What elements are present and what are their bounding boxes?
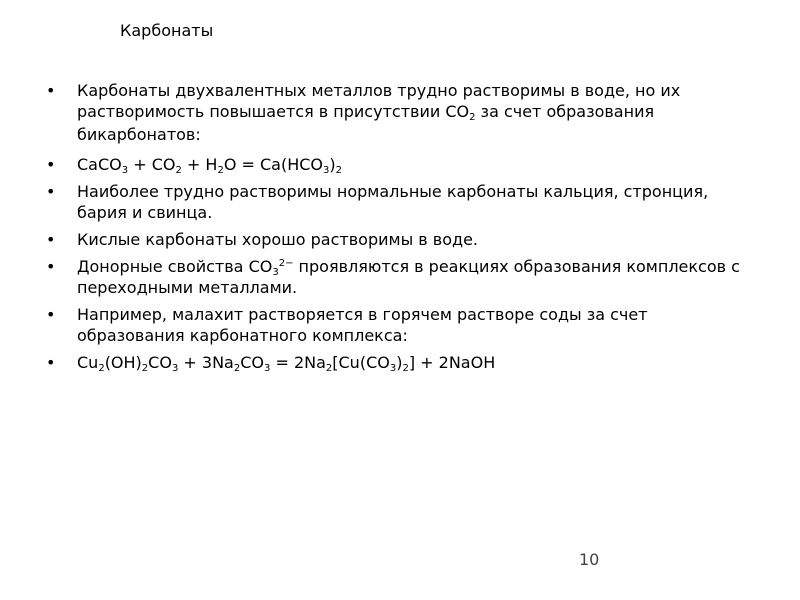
bullet-item bbox=[46, 304, 746, 346]
bullet-text: Донорные свойства CO bbox=[77, 257, 273, 276]
subscript: 2 bbox=[98, 363, 105, 374]
bullet-text: + CO bbox=[128, 155, 176, 174]
subscript: 2 bbox=[469, 112, 476, 123]
subscript: 2 bbox=[325, 363, 333, 374]
subscript: 3 bbox=[171, 363, 179, 374]
bullet-text: Например, малахит растворяется в горячем растворе соды за счет образования карбонатного комплекса: bbox=[77, 305, 648, 345]
subscript: 3 bbox=[263, 363, 271, 374]
bullet-text: ] + 2NaOH bbox=[408, 353, 496, 372]
bullet-item bbox=[46, 80, 746, 148]
bullet-line bbox=[77, 122, 746, 148]
bullet-text: Cu bbox=[77, 353, 99, 372]
bullet-text: = 2Na bbox=[270, 353, 326, 372]
bullet-text: CO bbox=[148, 353, 172, 372]
subscript: 2 bbox=[233, 363, 241, 374]
bullet-text: + 3Na bbox=[178, 353, 234, 372]
bullet-text: [Cu(CO bbox=[332, 353, 390, 372]
bullet-item bbox=[46, 229, 746, 250]
bullet-text: O = Ca(HCO bbox=[223, 155, 324, 174]
bullet-text: CaCO bbox=[77, 155, 122, 174]
bullet-text: Карбонаты двухвалентных металлов трудно растворимы в воде, но их растворимость повышается в присутствии CO bbox=[77, 81, 681, 121]
bullet-text: ) bbox=[396, 353, 403, 372]
bullet-text: + H bbox=[181, 155, 218, 174]
subscript: 2 bbox=[141, 363, 149, 374]
bullet-text: Кислые карбонаты хорошо растворимы в воде. bbox=[77, 230, 479, 249]
bullet-text: CO bbox=[240, 353, 264, 372]
page-number: 10 bbox=[579, 550, 600, 569]
bullet-item bbox=[46, 181, 746, 223]
bullet-item bbox=[46, 256, 746, 298]
bullet-list bbox=[46, 80, 746, 379]
bullet-text: Наиболее трудно растворимы нормальные карбонаты кальция, стронция, бария и свинца. bbox=[77, 182, 709, 222]
subscript: 2 bbox=[175, 165, 182, 176]
bullet-text: за счет образования bbox=[475, 102, 655, 121]
superscript: 2− bbox=[278, 258, 294, 269]
subscript: 2 bbox=[335, 165, 343, 176]
subscript: 2 bbox=[217, 165, 224, 176]
subscript: 3 bbox=[323, 165, 330, 176]
bullet-text: ) bbox=[329, 155, 336, 174]
bullet-text: (OH) bbox=[104, 353, 142, 372]
bullet-item bbox=[46, 352, 746, 373]
subscript: 3 bbox=[272, 267, 279, 278]
bullet-item bbox=[46, 154, 746, 175]
subscript: 3 bbox=[389, 363, 397, 374]
bullet-text: бикарбонатов: bbox=[77, 125, 201, 144]
subscript: 2 bbox=[402, 363, 409, 374]
subscript: 3 bbox=[121, 165, 129, 176]
bullet-text: проявляются в реакциях образования комплексов с переходными металлами. bbox=[77, 257, 740, 297]
slide-title: Карбонаты bbox=[120, 21, 214, 40]
